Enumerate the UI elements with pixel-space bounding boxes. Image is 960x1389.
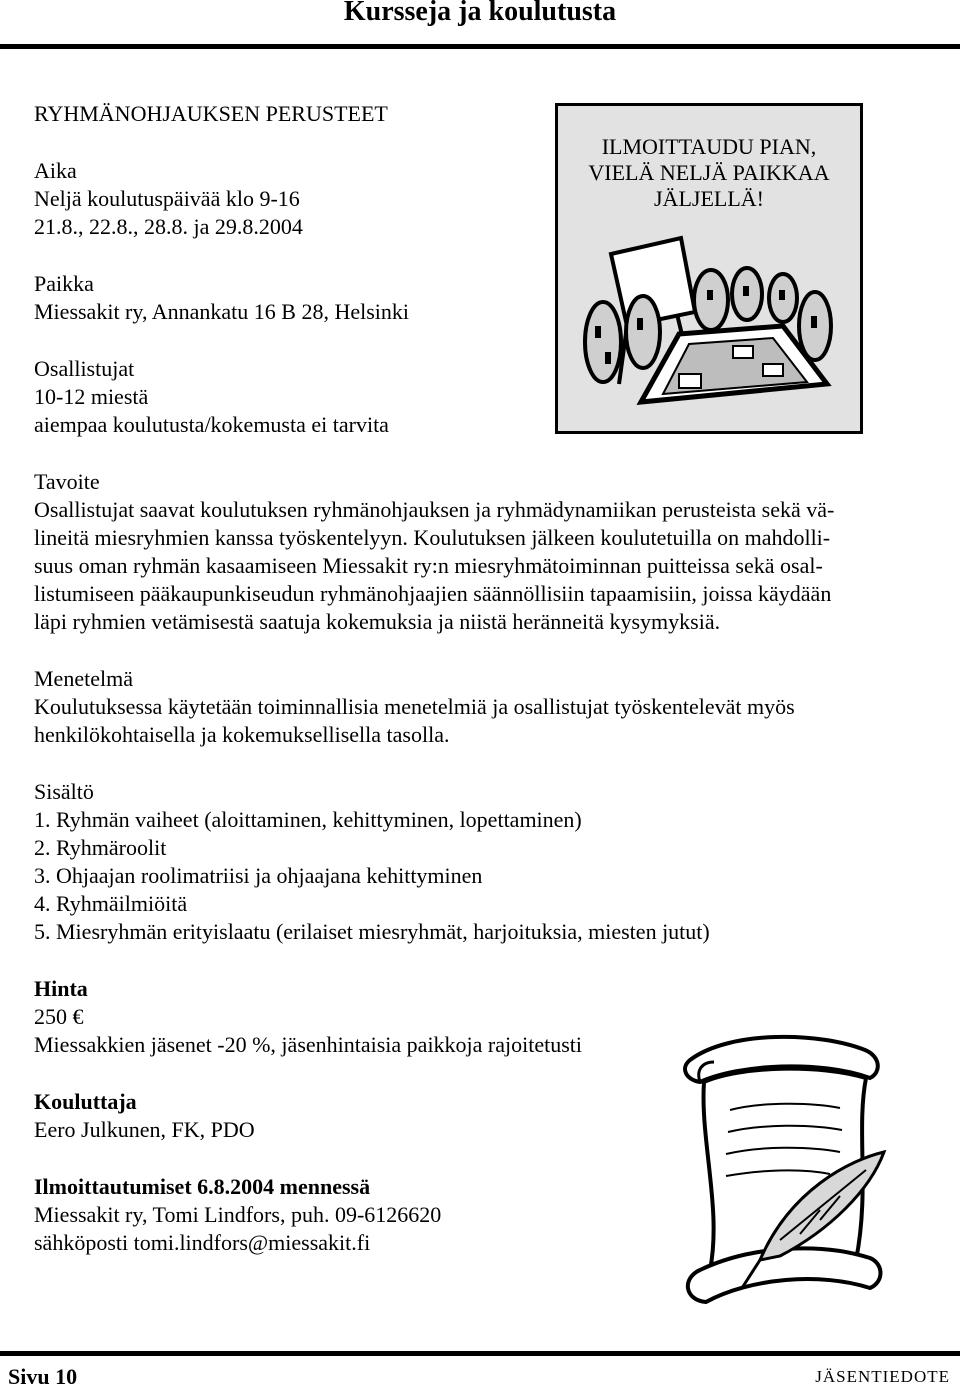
hinta-line-2: Miessakkien jäsenet -20 %, jäsenhintaisia paikkoja rajoitetusti <box>34 1032 583 1057</box>
aika-line-2: 21.8., 22.8., 28.8. ja 29.8.2004 <box>34 214 303 239</box>
aika-heading: Aika <box>34 158 77 183</box>
paikka-heading: Paikka <box>34 271 94 296</box>
kouluttaja-line-1: Eero Julkunen, FK, PDO <box>34 1117 255 1142</box>
ilmoittautumiset-line-1: Miessakit ry, Tomi Lindfors, puh. 09-6126620 <box>34 1202 442 1227</box>
menetelma-heading: Menetelmä <box>34 666 133 691</box>
aika-line-1: Neljä koulutuspäivää klo 9-16 <box>34 186 300 211</box>
tavoite-heading: Tavoite <box>34 469 100 494</box>
meeting-room-clipart-icon <box>583 234 835 409</box>
paikka-line-1: Miessakit ry, Annankatu 16 B 28, Helsinki <box>34 299 409 324</box>
tavoite-line-3: suus oman ryhmän kasaamiseen Miessakit ry:n miesryhmätoiminnan puitteissa sekä osal- <box>34 553 823 578</box>
publication-name: JÄSENTIEDOTE <box>815 1367 950 1386</box>
hinta-price: 250 € <box>34 1004 84 1029</box>
signup-notice-box <box>555 103 863 434</box>
notice-line-3: JÄLJELLÄ! <box>654 186 764 211</box>
sisalto-item: 4. Ryhmäilmiöitä <box>34 891 188 916</box>
menetelma-line-1: Koulutuksessa käytetään toiminnallisia menetelmiä ja osallistujat työskentelevät myös <box>34 694 795 719</box>
notice-line-1: ILMOITTAUDU PIAN, <box>601 134 817 159</box>
osallistujat-heading: Osallistujat <box>34 356 135 381</box>
course-title: RYHMÄNOHJAUKSEN PERUSTEET <box>34 101 388 126</box>
menetelma-line-2: henkilökohtaisella ja kokemuksellisella tasolla. <box>34 722 450 747</box>
page-header-title: Kursseja ja koulutusta <box>343 0 617 27</box>
osallistujat-line-1: 10-12 miestä <box>34 384 149 409</box>
ilmoittautumiset-heading: Ilmoittautumiset 6.8.2004 mennessä <box>34 1174 371 1199</box>
header-divider <box>0 44 960 49</box>
sisalto-item: 1. Ryhmän vaiheet (aloittaminen, kehittyminen, lopettaminen) <box>34 807 582 832</box>
tavoite-line-4: listumiseen pääkaupunkiseudun ryhmänohjaajien säännöllisiin tapaamisiin, joissa käydään <box>34 581 832 606</box>
kouluttaja-heading: Kouluttaja <box>34 1089 137 1114</box>
sisalto-item: 5. Miesryhmän erityislaatu (erilaiset miesryhmät, harjoituksia, miesten jutut) <box>34 919 710 944</box>
notice-line-2: VIELÄ NELJÄ PAIKKAA <box>588 160 830 185</box>
sisalto-heading: Sisältö <box>34 779 94 804</box>
notice-text <box>558 134 860 212</box>
scroll-and-quill-clipart-icon <box>670 1020 890 1320</box>
footer-divider <box>0 1351 960 1356</box>
sisalto-item: 2. Ryhmäroolit <box>34 835 167 860</box>
tavoite-line-1: Osallistujat saavat koulutuksen ryhmänohjauksen ja ryhmädynamiikan perusteista sekä vä- <box>34 497 835 522</box>
page-number: Sivu 10 <box>8 1364 78 1389</box>
tavoite-line-2: lineitä miesryhmien kanssa työskentelyyn. Koulutuksen jälkeen koulutetuilla on mahdolli- <box>34 525 831 550</box>
hinta-heading: Hinta <box>34 976 88 1001</box>
tavoite-line-5: läpi ryhmien vetämisestä saatuja kokemuksia ja niistä heränneitä kysymyksiä. <box>34 609 721 634</box>
sisalto-item: 3. Ohjaajan roolimatriisi ja ohjaajana kehittyminen <box>34 863 483 888</box>
ilmoittautumiset-email: sähköposti tomi.lindfors@miessakit.fi <box>34 1230 371 1255</box>
osallistujat-line-2: aiempaa koulutusta/kokemusta ei tarvita <box>34 412 389 437</box>
